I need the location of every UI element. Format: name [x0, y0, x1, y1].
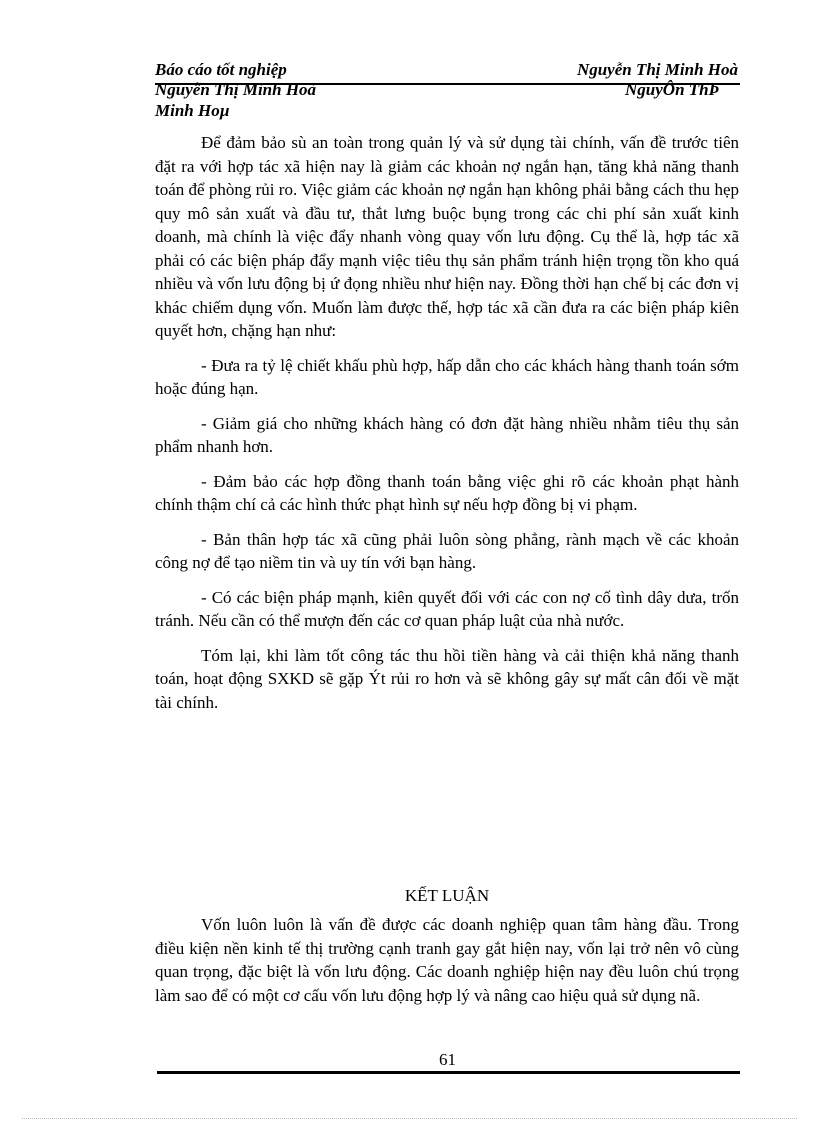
page-number: 61	[439, 1050, 456, 1069]
conclusion-title: KẾT LUẬN	[404, 886, 490, 905]
body-bullet-discount: - Đưa ra tỷ lệ chiết khấu phù hợp, hấp dẫn cho các khách hàng thanh toán sớm hoặc đúng hạn.	[155, 355, 739, 398]
header-author-name-repeat: Nguyễn Thị Minh Hoà	[155, 80, 317, 99]
header-report-title: Báo cáo tốt nghiệp	[155, 60, 287, 79]
conclusion-section	[155, 884, 739, 1007]
header-author-fragment: NguyÔn ThÞ	[625, 80, 719, 99]
body-bullet-enforcement: - Có các biện pháp mạnh, kiên quyết đối với các con nợ cố tình dây dưa, trốn tránh. Nếu cần có thể mượn đến các cơ quan pháp luật của nhà nước.	[155, 587, 739, 630]
body-paragraph-intro: Để đảm bảo sù an toàn trong quản lý và sử dụng tài chính, vấn đề trước tiên đặt ra với hợp tác xã hiện nay là giảm các khoản nợ ngắn hạn, tăng khả năng thanh toán để phòng rủi ro. Việc giảm các khoản nợ ngắn hạn không phải bằng cách thu hẹp quy mô sản xuất và đầu tư, thắt lưng buộc bụng trong các chi phí sản xuất kinh doanh, mà chính là việc đẩy nhanh vòng quay vốn lưu động. Cụ thể là, hợp tác xã phải có các biện pháp đẩy mạnh việc tiêu thụ sản phẩm tránh hiện trọng tồn kho quá nhiều và vốn lưu động bị ứ đọng nhiều như hiện nay. Đồng thời hạn chế bị các đơn vị khác chiếm dụng vốn. Muốn làm được thế, hợp tác xã cần đưa ra các biện pháp kiên quyết hơn, chặng hạn như:	[155, 133, 739, 340]
body-bullet-contracts: - Đảm bảo các hợp đồng thanh toán bằng việc ghi rõ các khoản phạt hành chính thậm chí cả các hình thức phạt hình sự nếu hợp đồng bị vi phạm.	[155, 471, 739, 514]
body-paragraph-summary: Tóm lại, khi làm tốt công tác thu hồi tiền hàng và cải thiện khả năng thanh toán, hoạt động SXKD sẽ gặp Ýt rủi ro hơn và sẽ không gây sự mất cân đối về mặt tài chính.	[155, 645, 739, 712]
conclusion-paragraph: Vốn luôn luôn là vấn đề được các doanh nghiệp quan tâm hàng đầu. Trong điều kiện nền kinh tế thị trường cạnh tranh gay gắt hiện nay, vốn lại trở nên vô cùng quan trọng, đặc biệt là vốn lưu động. Các doanh nghiệp hiện nay đều luôn chú trọng làm sao để có một cơ cấu vốn lưu động hợp lý và nâng cao hiệu quả sử dụng nã.	[155, 915, 739, 1005]
footer-rule	[157, 1071, 740, 1074]
body-bullet-price-reduction: - Giảm giá cho những khách hàng có đơn đặt hàng nhiều nhằm tiêu thụ sản phẩm nhanh hơn.	[155, 413, 739, 456]
header-author-name: Nguyễn Thị Minh Hoà	[576, 60, 738, 79]
body-section	[155, 131, 739, 725]
header-author-fragment-continued: Minh Hoµ	[155, 101, 230, 120]
page-edge-dotted-line	[22, 1118, 797, 1119]
body-bullet-transparency: - Bản thân hợp tác xã cũng phải luôn sòng phẳng, rành mạch về các khoản công nợ để tạo niềm tin và uy tín với bạn hàng.	[155, 529, 739, 572]
